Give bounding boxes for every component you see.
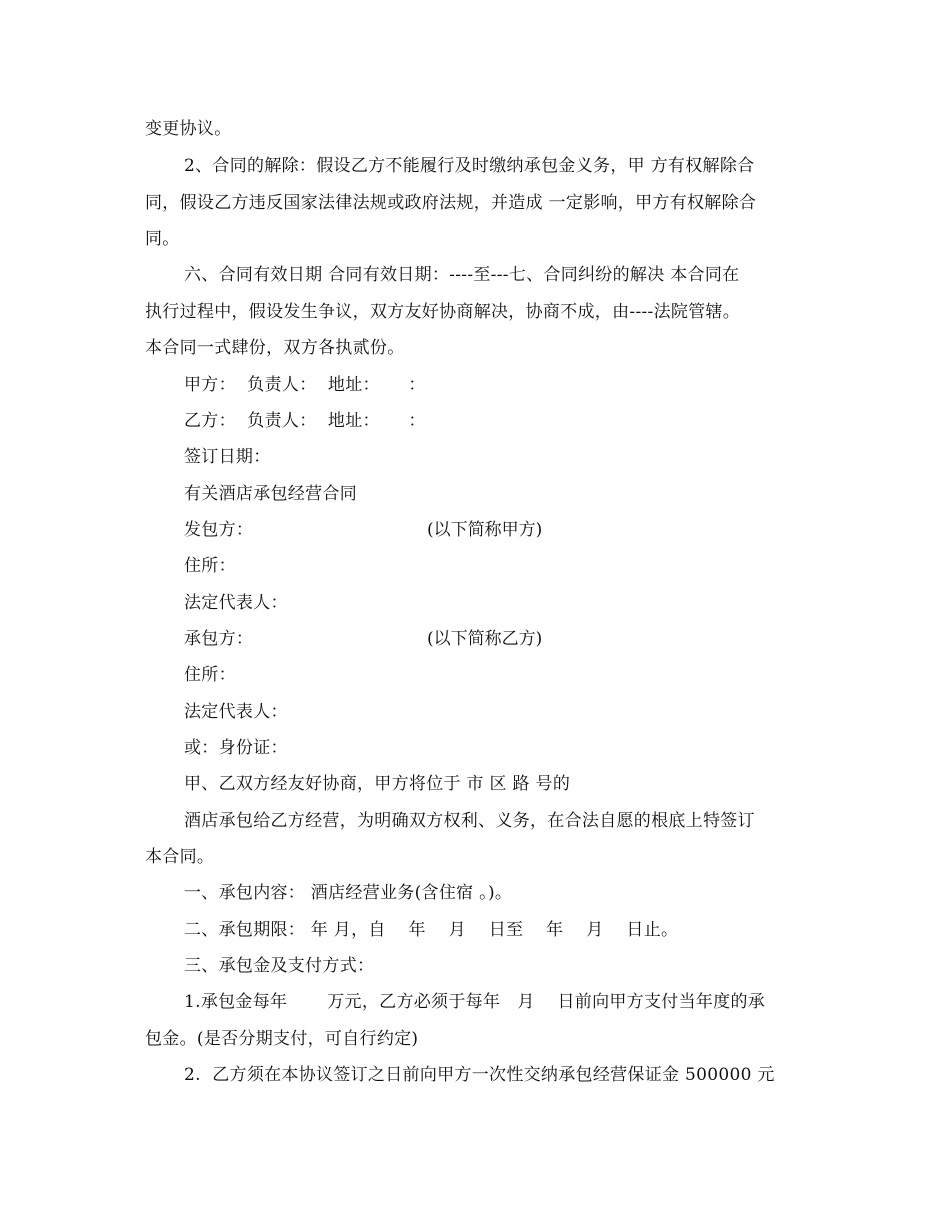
text-line: 住所： [184, 665, 236, 685]
text-line: 2. 乙方须在本协议签订之日前向甲方一次性交纳承包经营保证金 500000 元 [184, 1065, 775, 1085]
text-line: 三、承包金及支付方式： [184, 956, 375, 976]
text-line: 住所： [184, 556, 236, 576]
text-line: 2、合同的解除：假设乙方不能履行及时缴纳承包金义务，甲 方有权解除合 [184, 156, 755, 176]
fabaofang-note: (以下简称甲方) [427, 520, 543, 540]
fabaofang-label: 发包方： [184, 520, 254, 540]
text-line: 甲、乙双方经友好协商，甲方将位于 市 区 路 号的 [184, 774, 571, 794]
text-line: 本合同。 [145, 847, 215, 867]
text-line: 同。 [145, 229, 180, 249]
text-line: 法定代表人： [184, 702, 288, 722]
contract-title: 有关酒店承包经营合同 [184, 484, 357, 504]
party-a-signature-line: 甲方： 负责人： 地址： ： [184, 375, 426, 395]
chengbaofang-label: 承包方： [184, 629, 254, 649]
text-line: 或：身份证： [184, 738, 288, 758]
party-b-signature-line: 乙方： 负责人： 地址： ： [184, 411, 426, 431]
text-line: 法定代表人： [184, 593, 288, 613]
text-line: 一、承包内容： 酒店经营业务(含住宿 。)。 [184, 883, 513, 903]
text-line: 同，假设乙方违反国家法律法规或政府法规，并造成 一定影响，甲方有权解除合 [145, 193, 757, 213]
text-line: 执行过程中，假设发生争议，双方友好协商解决，协商不成，由----法院管辖。 [145, 302, 741, 322]
text-line: 包金。(是否分期支付，可自行约定) [145, 1029, 419, 1049]
text-line: 本合同一式肆份，双方各执贰份。 [145, 338, 405, 358]
text-line: 六、合同有效日期 合同有效日期：----至---七、合同纠纷的解决 本合同在 [184, 265, 740, 285]
text-line: 酒店承包给乙方经营，为明确双方权利、义务，在合法自愿的根底上特签订 [184, 811, 755, 831]
text-line: 二、承包期限： 年 月，自 年 月 日至 年 月 日止。 [184, 920, 679, 940]
text-line: 变更协议。 [145, 119, 232, 139]
signing-date-line: 签订日期： [184, 447, 271, 467]
chengbaofang-note: (以下简称乙方) [427, 629, 543, 649]
text-line: 1.承包金每年 万元，乙方必须于每年 月 日前向甲方支付当年度的承 [184, 992, 766, 1012]
